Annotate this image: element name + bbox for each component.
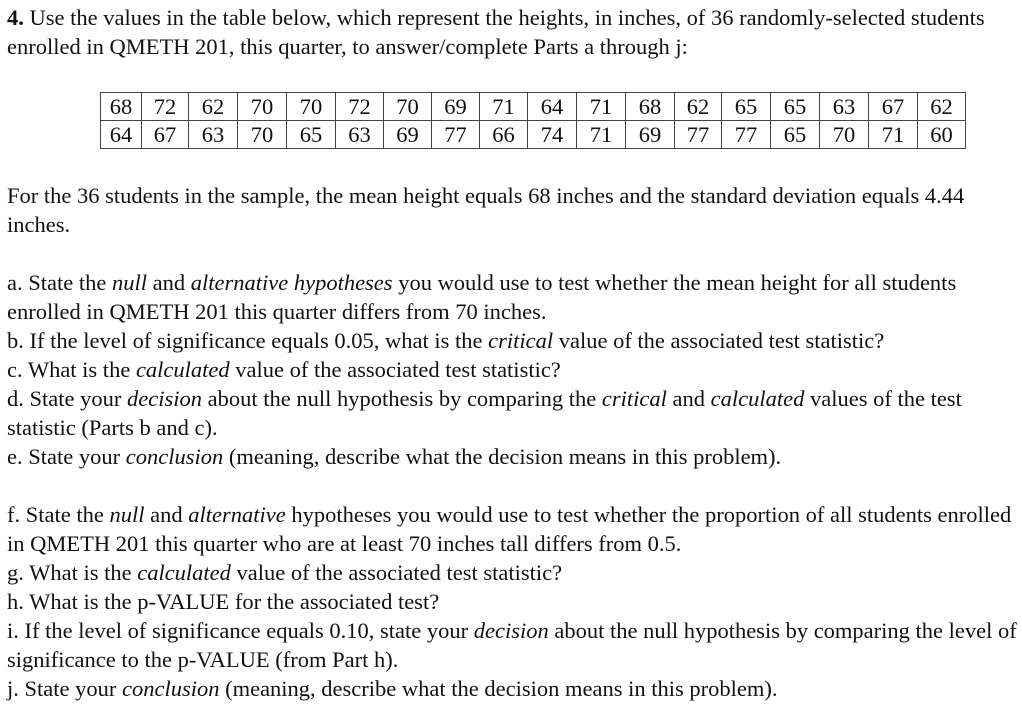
height-cell: 65 — [771, 93, 820, 121]
height-cell: 70 — [820, 121, 869, 149]
height-cell: 68 — [101, 93, 142, 121]
part-h: h. What is the p-VALUE for the associated test? — [7, 589, 440, 614]
part-c — [7, 355, 1017, 384]
part-g-emphasis: calculated — [137, 560, 231, 585]
height-cell: 74 — [528, 121, 577, 149]
heights-table-body — [101, 93, 966, 149]
part-a-text: and — [146, 270, 191, 295]
part-a — [7, 268, 1017, 326]
height-cell: 62 — [918, 93, 966, 121]
part-d-text: values of the test statistic (Parts b and c). — [7, 386, 962, 440]
part-d-text: about the null hypothesis by comparing the — [201, 386, 602, 411]
part-d-text: and — [666, 386, 711, 411]
part-i-emphasis: decision — [473, 618, 549, 643]
height-cell: 70 — [384, 93, 432, 121]
part-a-text: you would use to test whether the mean height for all students enrolled in QMETH 201 this quarter differs from 70 inches. — [7, 270, 957, 324]
height-cell: 69 — [384, 121, 432, 149]
part-f — [7, 500, 1017, 558]
part-a-emphasis: null — [111, 270, 147, 295]
question-intro — [7, 3, 1012, 61]
part-a-text: a. State the — [7, 270, 112, 295]
part-c-emphasis: calculated — [135, 357, 230, 382]
height-cell: 69 — [432, 93, 480, 121]
height-cell: 63 — [189, 121, 238, 149]
part-i-text: i. If the level of significance equals 0.10, state your — [7, 618, 474, 643]
part-b-emphasis: critical — [488, 328, 554, 353]
part-e — [7, 442, 1017, 471]
part-j — [7, 674, 1017, 703]
height-cell: 72 — [142, 93, 189, 121]
part-i — [7, 616, 1017, 674]
height-cell: 67 — [869, 93, 918, 121]
part-b-text: value of the associated test statistic? — [553, 328, 885, 353]
part-f-text: f. State the — [7, 502, 110, 527]
height-cell: 72 — [336, 93, 384, 121]
height-cell: 68 — [626, 93, 675, 121]
part-j-text: (meaning, describe what the decision means in this problem). — [219, 676, 778, 701]
height-cell: 62 — [189, 93, 238, 121]
height-cell: 77 — [675, 121, 722, 149]
sample-summary: For the 36 students in the sample, the mean height equals 68 inches and the standard deviation equals 4.44 inches. — [7, 183, 965, 237]
height-cell: 65 — [287, 121, 336, 149]
height-cell: 67 — [142, 121, 189, 149]
part-c-text: value of the associated test statistic? — [229, 357, 561, 382]
part-d-emphasis: critical — [601, 386, 667, 411]
heights-row — [101, 93, 966, 121]
part-i-text: about the null hypothesis by comparing the level of significance to the p-VALUE (from Part h). — [7, 618, 1017, 672]
part-j-text: j. State your — [7, 676, 122, 701]
height-cell: 63 — [820, 93, 869, 121]
height-cell: 71 — [869, 121, 918, 149]
part-f-emphasis: null — [109, 502, 145, 527]
height-cell: 77 — [722, 121, 771, 149]
height-cell: 64 — [528, 93, 577, 121]
heights-row — [101, 121, 966, 149]
height-cell: 65 — [722, 93, 771, 121]
part-g-text: value of the associated test statistic? — [230, 560, 563, 585]
height-cell: 62 — [675, 93, 722, 121]
part-e-text: e. State your — [7, 444, 126, 469]
part-f-emphasis: alternative — [188, 502, 286, 527]
part-e-text: (meaning, describe what the decision means in this problem). — [223, 444, 782, 469]
part-e-emphasis: conclusion — [125, 444, 224, 469]
height-cell: 70 — [238, 93, 287, 121]
part-j-emphasis: conclusion — [121, 676, 220, 701]
height-cell: 71 — [577, 121, 626, 149]
height-cell: 77 — [432, 121, 480, 149]
height-cell: 66 — [480, 121, 528, 149]
part-b-text: b. If the level of significance equals 0.05, what is the — [7, 328, 489, 353]
part-g — [7, 558, 1017, 587]
height-cell: 63 — [336, 121, 384, 149]
heights-table — [100, 92, 966, 149]
part-d — [7, 384, 1017, 442]
height-cell: 69 — [626, 121, 675, 149]
part-c-text: c. What is the — [7, 357, 136, 382]
height-cell: 65 — [771, 121, 820, 149]
height-cell: 60 — [918, 121, 966, 149]
part-b — [7, 326, 1017, 355]
part-a-emphasis: alternative hypotheses — [190, 270, 393, 295]
question-intro-text: Use the values in the table below, which represent the heights, in inches, of 36 randomly-selected students enrolled in QMETH 201, this quarter, to answer/complete Parts a through j: — [7, 5, 985, 59]
height-cell: 70 — [287, 93, 336, 121]
part-d-text: d. State your — [7, 386, 127, 411]
height-cell: 71 — [577, 93, 626, 121]
height-cell: 71 — [480, 93, 528, 121]
part-g-text: g. What is the — [7, 560, 138, 585]
part-f-text: hypotheses you would use to test whether the proportion of all students enrolled in QMETH 201 this quarter who are at least 70 inches tall differs from 0.5. — [7, 502, 1012, 556]
question-number: 4. — [7, 5, 24, 30]
height-cell: 64 — [101, 121, 142, 149]
part-d-emphasis: calculated — [710, 386, 805, 411]
height-cell: 70 — [238, 121, 287, 149]
part-d-emphasis: decision — [126, 386, 202, 411]
part-f-text: and — [144, 502, 189, 527]
